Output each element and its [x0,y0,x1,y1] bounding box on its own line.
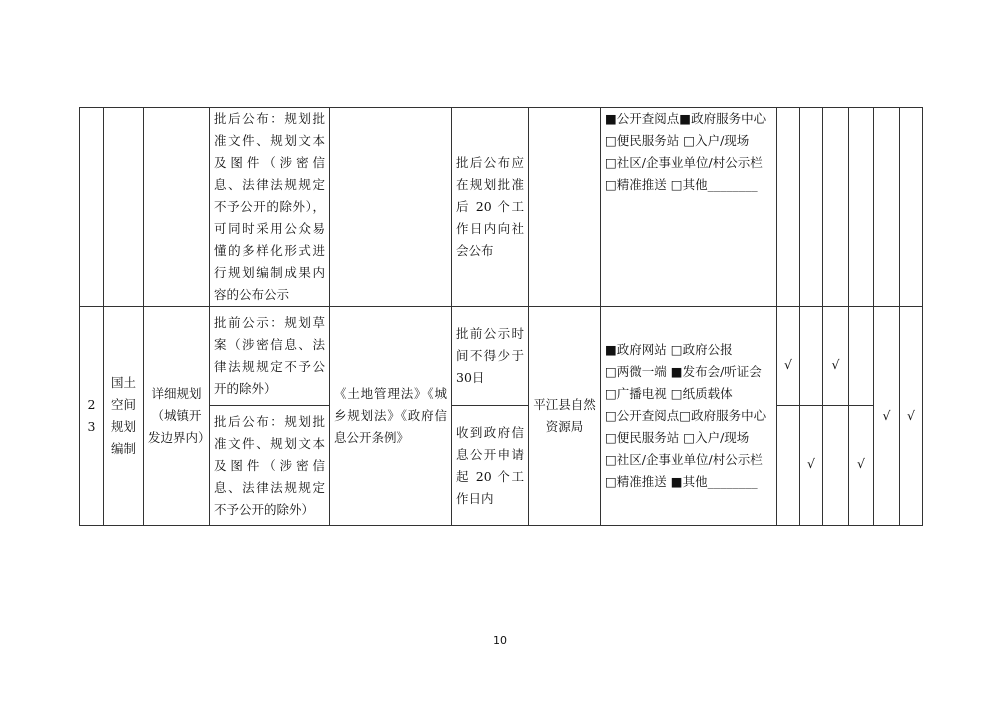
mark-cell [800,108,823,307]
table-row [80,307,923,406]
page-number: 10 [493,634,507,647]
basis-cell [330,108,452,307]
time-cell: 批前公示时间不得少于30日 [452,307,529,406]
mark-cell [777,406,800,526]
check-mark: √ [800,406,823,526]
channel-line: □社区/企事业单位/村公示栏 [605,452,763,467]
channels-cell [601,307,777,526]
department-cell: 平江县自然资源局 [529,307,601,526]
check-mark: √ [874,307,900,526]
index-cell: 23 [80,307,104,526]
mark-cell [849,108,874,307]
time-cell: 收到政府信息公开申请起 20 个工作日内 [452,406,529,526]
disclosure-table [79,107,923,526]
mark-cell [874,108,900,307]
channel-line: ■政府网站 □政府公报 [605,342,733,357]
mark-cell [777,108,800,307]
check-mark: √ [823,307,849,406]
channel-line: □便民服务站 □入户/现场 [605,430,750,445]
check-mark: √ [777,307,800,406]
subcategory-cell [144,108,210,307]
channel-line: □广播电视 □纸质载体 [605,386,733,401]
channel-line: ■公开查阅点■政府服务中心 [605,111,767,126]
check-mark: √ [849,406,874,526]
time-cell: 批后公布应在规划批准后 20 个工作日内向社会公布 [452,108,529,307]
mark-cell [900,108,923,307]
mark-cell [849,307,874,406]
channel-line: □两微一端 ■发布会/听证会 [605,364,762,379]
check-mark: √ [900,307,923,526]
mark-cell [823,108,849,307]
channel-line: □精准推送 □其他________ [605,177,758,192]
department-cell [529,108,601,307]
channel-line: □社区/企事业单位/村公示栏 [605,155,763,170]
content-cell: 批后公布：规划批准文件、规划文本及图件（涉密信息、法律法规规定不予公开的除外） [210,406,330,526]
content-cell: 批后公布：规划批准文件、规划文本及图件（涉密信息、法律法规规定不予公开的除外），可同时采用公众易懂的多样化形式进行规划编制成果内容的公布公示 [210,108,330,307]
content-cell: 批前公示：规划草案（涉密信息、法律法规规定不予公开的除外） [210,307,330,406]
subcategory-cell: 详细规划（城镇开发边界内） [144,307,210,526]
category-cell: 国土空间规划编制 [104,307,144,526]
index-cell [80,108,104,307]
category-cell [104,108,144,307]
channel-line: □精准推送 ■其他________ [605,474,758,489]
basis-cell: 《土地管理法》《城乡规划法》《政府信息公开条例》 [330,307,452,526]
channel-line: □公开查阅点□政府服务中心 [605,408,767,423]
channels-cell [601,108,777,307]
mark-cell [800,307,823,406]
mark-cell [823,406,849,526]
table-row [80,108,923,307]
channel-line: □便民服务站 □入户/现场 [605,133,750,148]
